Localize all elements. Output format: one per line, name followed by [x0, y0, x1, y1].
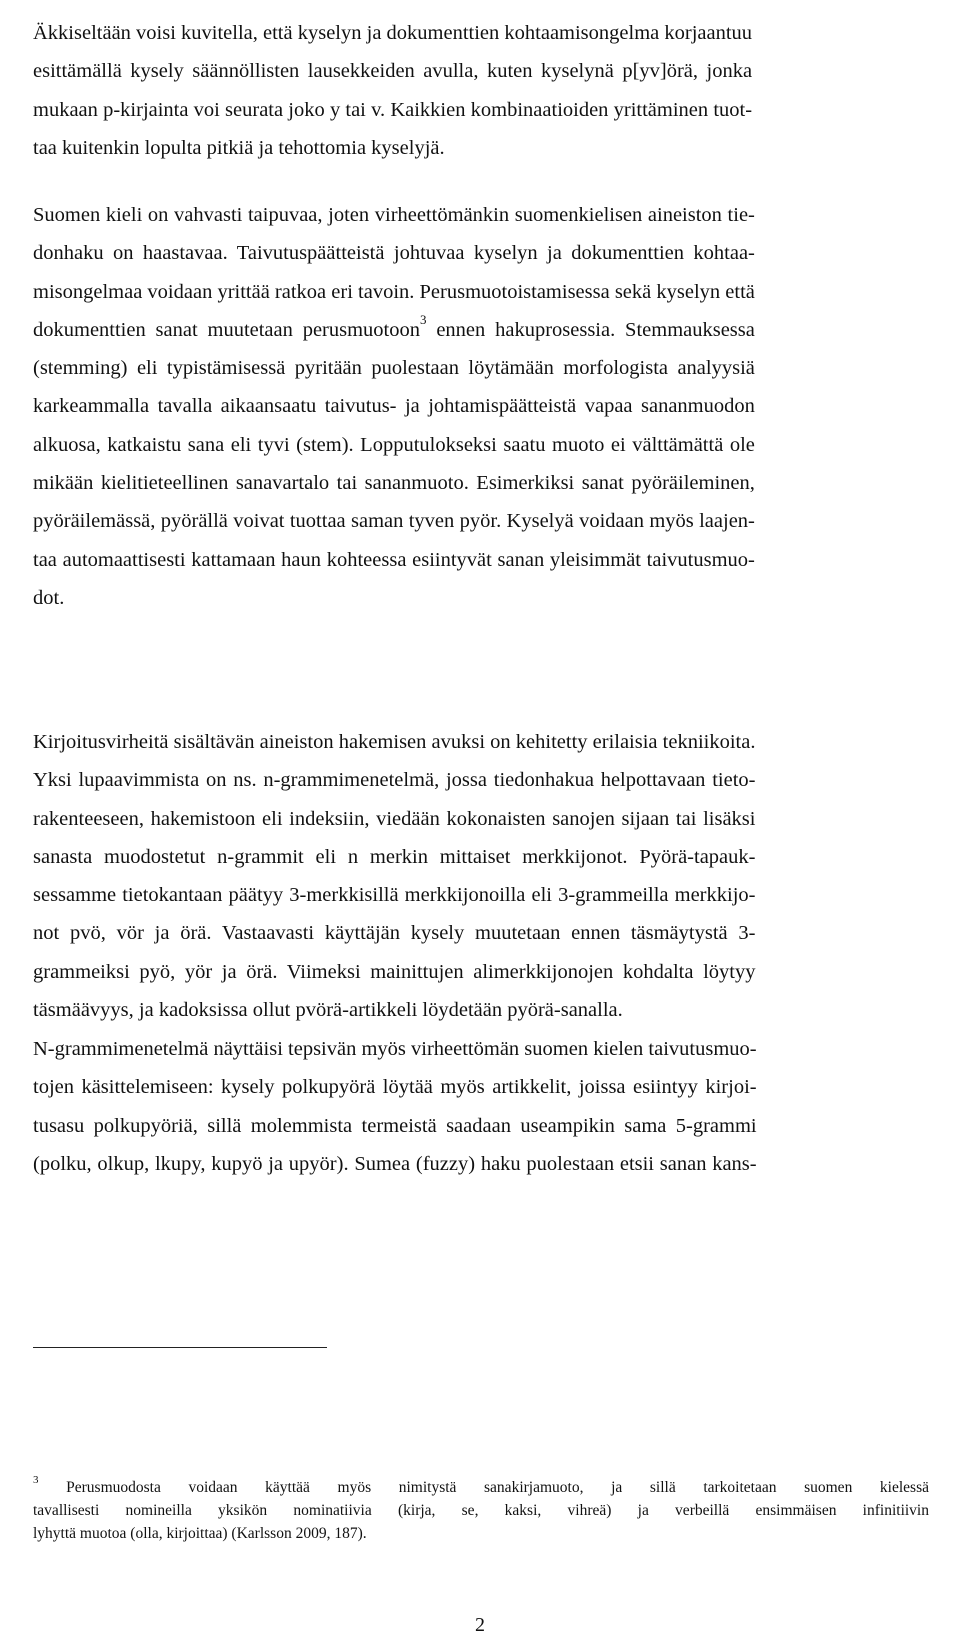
text-line: (polku, olkup, lkupy, kupyö ja upyör). Sumea (fuzzy) haku puolestaan etsii sanan kans- — [33, 1152, 757, 1175]
text-line: N-grammimenetelmä näyttäisi tepsivän myös virheettömän suomen kielen taivutusmuo- — [33, 1038, 757, 1060]
page-number: 2 — [475, 1614, 485, 1636]
text-line: taa kuitenkin lopulta pitkiä ja tehottomia kyselyjä. — [33, 136, 445, 159]
text-line: Kirjoitusvirheitä sisältävän aineiston hakemisen avuksi on kehitetty erilaisia tekniikoita. — [33, 731, 756, 753]
footnote-separator — [33, 1347, 327, 1348]
text-line: dot. — [33, 586, 65, 609]
text-line: misongelmaa voidaan yrittää ratkoa eri tavoin. Perusmuotoistamisessa sekä kyselyn että — [33, 280, 755, 303]
text-line: sessamme tietokantaan päätyy 3-merkkisillä merkkijonoilla eli 3-grammeilla merkkijo- — [33, 884, 756, 907]
text-line: tusasu polkupyöriä, sillä molemmista termeistä saadaan useampikin sama 5-grammi — [33, 1114, 757, 1137]
footnote-line — [33, 1473, 929, 1499]
text-line: Suomen kieli on vahvasti taipuvaa, joten virheettömänkin suomenkielisen aineiston tie- — [33, 204, 755, 226]
text-line: alkuosa, katkaistu sana eli tyvi (stem). Lopputulokseksi saatu muoto ei välttämättä ole — [33, 433, 755, 456]
text-segment: dokumenttien sanat muutetaan perusmuotoon — [33, 318, 420, 341]
footnote-line: lyhyttä muotoa (olla, kirjoittaa) (Karlsson 2009, 187). — [33, 1525, 367, 1542]
paragraph-2 — [33, 196, 755, 617]
text-line: Yksi lupaavimmista on ns. n-grammimenetelmä, jossa tiedonhakua helpottavaan tieto- — [33, 769, 756, 792]
footnote-number: 3 — [33, 1473, 39, 1486]
text-line: pyöräilemässä, pyörällä voivat tuottaa saman tyven pyör. Kyselyä voidaan myös laajen- — [33, 510, 755, 533]
text-line: esittämällä kysely säännöllisten lausekkeiden avulla, kuten kyselynä p[yv]örä, jonka — [33, 60, 753, 83]
text-line-with-footnote-ref — [33, 311, 755, 349]
text-line: täsmäävyys, ja kadoksissa ollut pvörä-artikkeli löydetään pyörä-sanalla. — [33, 999, 623, 1022]
paragraph-1 — [33, 14, 752, 167]
text-line: mikään kielitieteellinen sanavartalo tai sananmuoto. Esimerkiksi sanat pyöräileminen, — [33, 472, 755, 495]
footnote-reference: 3 — [420, 312, 427, 328]
paragraph-4 — [33, 1030, 757, 1183]
paragraph-3 — [33, 723, 755, 1029]
text-segment: ennen hakuprosessia. Stemmauksessa — [436, 318, 755, 341]
text-line: donhaku on haastavaa. Taivutuspäätteistä johtuvaa kyselyn ja dokumenttien kohtaa- — [33, 242, 755, 265]
text-segment: Perusmuodosta voidaan käyttää myös nimitystä sanakirjamuoto, ja sillä tarkoitetaan suomen kielessä — [66, 1479, 929, 1496]
text-line: sanasta muodostetut n-grammit eli n merkin mittaiset merkkijonot. Pyörä-tapauk- — [33, 845, 756, 868]
text-line: not pvö, vör ja örä. Vastaavasti käyttäjän kysely muutetaan ennen täsmäytystä 3- — [33, 922, 756, 945]
text-line: mukaan p-kirjainta voi seurata joko y tai v. Kaikkien kombinaatioiden yrittäminen tuot- — [33, 98, 753, 121]
footnote-line: tavallisesti nomineilla yksikön nominatiivia (kirja, se, kaksi, vihreä) ja verbeillä ensimmäisen infinitiivin — [33, 1502, 929, 1519]
text-line: grammeiksi pyö, yör ja örä. Viimeksi mainittujen alimerkkijonojen kohdalta löytyy — [33, 960, 756, 983]
text-line: rakenteeseen, hakemistoon eli indeksiin, viedään kokonaisten sanojen sijaan tai lisäksi — [33, 807, 756, 830]
text-line: Äkkiseltään voisi kuvitella, että kyselyn ja dokumenttien kohtaamisongelma korjaantuu — [33, 22, 753, 44]
footnote — [33, 1473, 929, 1545]
text-line: (stemming) eli typistämisessä pyritään puolestaan löytämään morfologista analyysiä — [33, 357, 755, 380]
text-line: karkeammalla tavalla aikaansaatu taivutus- ja johtamispäätteistä vapaa sananmuodon — [33, 395, 755, 418]
text-line: tojen käsittelemiseen: kysely polkupyörä löytää myös artikkelit, joissa esiintyy kirjoi- — [33, 1076, 757, 1099]
text-line: taa automaattisesti kattamaan haun kohteessa esiintyvät sanan yleisimmät taivutusmuo- — [33, 548, 755, 571]
